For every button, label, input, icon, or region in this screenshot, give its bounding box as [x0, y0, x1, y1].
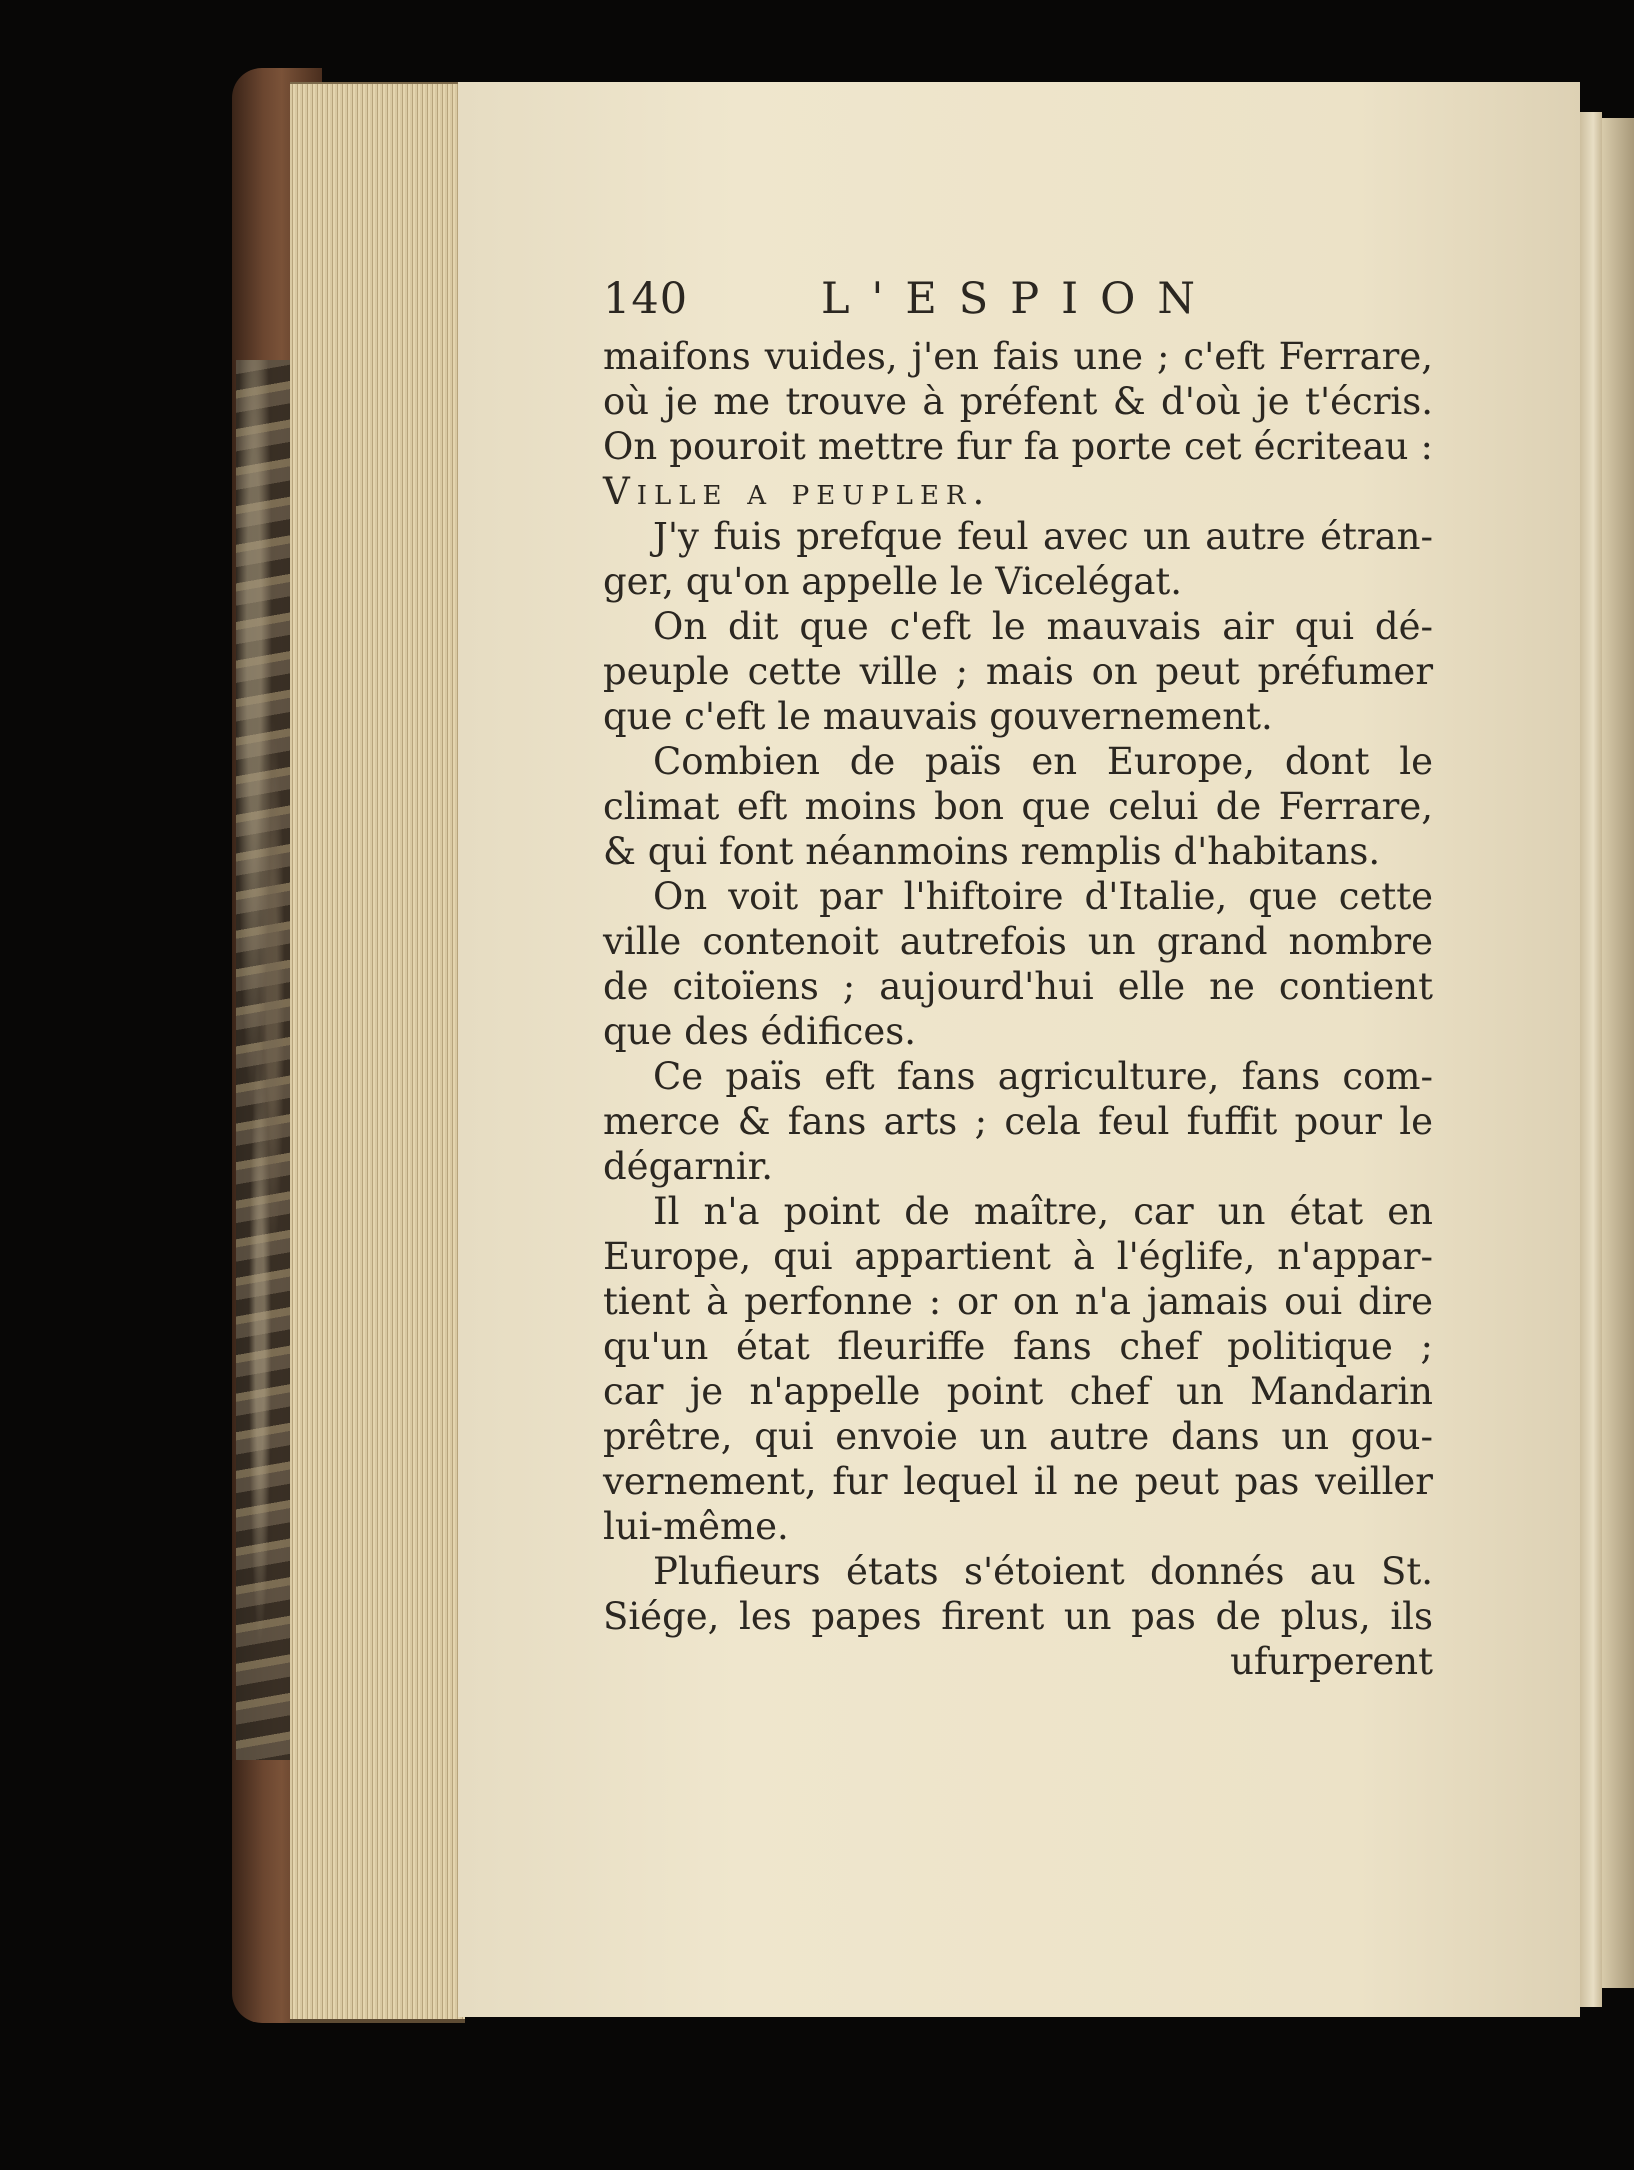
facing-page-edge: [1602, 118, 1634, 1988]
text-line: & qui font néanmoins remplis d'habitans.: [603, 830, 1381, 873]
text-line: On voit par l'hiftoire d'Italie, que cette: [653, 875, 1433, 918]
text-line: qu'un état fleuriffe fans chef politique ;: [603, 1325, 1433, 1368]
running-title: L'ESPION: [821, 274, 1218, 324]
marbled-cover-edge: [236, 360, 296, 1760]
text-line: ger, qu'on appelle le Vicelégat.: [603, 560, 1183, 603]
text-line: où je me trouve à préfent & d'où je t'écris.: [603, 380, 1433, 423]
text-block: [603, 266, 1433, 1684]
text-line: Europe, qui appartient à l'églife, n'appar-: [603, 1235, 1433, 1278]
text-line: J'y fuis prefque feul avec un autre étran-: [653, 515, 1433, 558]
text-line: On dit que c'eft le mauvais air qui dé-: [653, 605, 1433, 648]
text-line: Combien de païs en Europe, dont le: [653, 740, 1433, 783]
page-edges: [290, 82, 465, 2023]
text-line: prêtre, qui envoie un autre dans un gou-: [603, 1415, 1433, 1458]
catchword: ufurperent: [1230, 1640, 1433, 1683]
text-line: merce & fans arts ; cela feul fuffit pour le: [603, 1100, 1433, 1143]
text-line: maifons vuides, j'en fais une ; c'eft Ferrare,: [603, 335, 1433, 378]
text-line: Ce païs eft fans agriculture, fans com-: [653, 1055, 1433, 1098]
running-head: [603, 266, 1433, 334]
text-line: ville contenoit autrefois un grand nombre: [603, 920, 1433, 963]
text-line: On pouroit mettre fur fa porte cet écriteau :: [603, 425, 1433, 468]
text-line: Siége, les papes firent un pas de plus, ils: [603, 1595, 1433, 1638]
text-line: peuple cette ville ; mais on peut préfumer: [603, 650, 1433, 693]
text-line: que des édifices.: [603, 1010, 916, 1053]
text-line: dégarnir.: [603, 1145, 774, 1188]
text-line: climat eft moins bon que celui de Ferrare,: [603, 785, 1433, 828]
page-number: 140: [603, 274, 689, 324]
text-line: de citoïens ; aujourd'hui elle ne contient: [603, 965, 1433, 1008]
text-line: tient à perfonne : or on n'a jamais oui dire: [603, 1280, 1433, 1323]
text-line: lui-même.: [603, 1505, 789, 1548]
text-line: que c'eft le mauvais gouvernement.: [603, 695, 1273, 738]
text-line: Ville a peupler.: [603, 470, 992, 513]
text-line: Il n'a point de maître, car un état en: [653, 1190, 1433, 1233]
text-line: Plufieurs états s'étoient donnés au St.: [653, 1550, 1433, 1593]
page-gutter: [1580, 112, 1602, 2007]
text-line: vernement, fur lequel il ne peut pas veiller: [603, 1460, 1433, 1503]
text-line: car je n'appelle point chef un Mandarin: [603, 1370, 1433, 1413]
